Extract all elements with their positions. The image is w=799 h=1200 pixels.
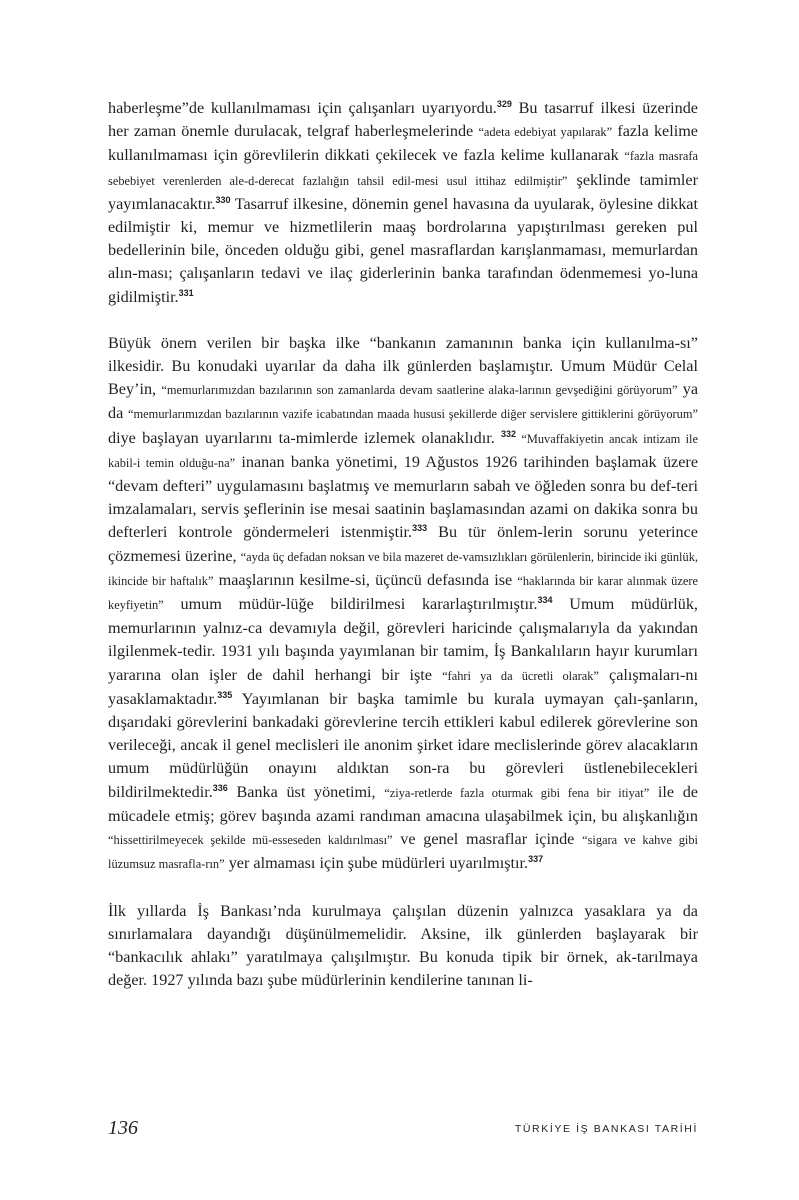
quotation: “memurlarımızdan bazılarının vazife icabatından maada hususi şekillerde diğer servislere gittiklerini görüyorum” <box>128 407 698 422</box>
quotation: “adeta edebiyat yapılarak” <box>478 125 613 140</box>
body-text: inanan banka yönetimi, 19 Ağustos 1926 tarihinden başlamak üzere “devam defteri” uygulamasını başlatmış ve memurların sabah ve öğleden sonra bu def-teri imzalamaları, servis şeflerinin ise mesai saatinin başlamasından azami on dakika sonra bu defterleri kontrole göndermeleri istenmiştir. <box>108 452 698 542</box>
body-text: Tasarruf ilkesine, dönemin genel havasına da uyularak, öylesine dikkat edilmiştir ki, memur ve hizmetlilerin maaş bordrolarına yapıştırılması gereken pul bedellerinin bile, önceden olduğu gibi, genel masraflardan karışlanmaması, memurlardan alın-ması; çalışanların tedavi ve ilaç giderlerinin banka tarafından ödenmemesi yo-luna gidilmiştir. <box>108 194 698 306</box>
quotation: “fahri ya da ücretli olarak” <box>442 668 599 683</box>
body-text: umum müdür-lüğe bildirilmesi kararlaştırılmıştır. <box>163 595 538 614</box>
footnote-ref-333: 333 <box>412 523 428 534</box>
body-text: yer almaması için şube müdürleri uyarılmıştır. <box>224 854 529 873</box>
body-text: Bu tasarruf ilkesi üzerinde her zaman önemle durulacak, telgraf haberleşmelerinde <box>108 99 698 141</box>
body-text: Banka üst yönetimi, <box>227 782 385 801</box>
paragraph-2 <box>108 332 698 877</box>
body-text: Yayımlanan bir başka tamimle bu kurala uymayan çalı-şanların, dışarıdaki görevlerini bankadaki görevlerine tercih ettikleri kabul edilerek görevlerine son verileceği, ancak il genel meclisleri ile anonim şirket idare meclislerinde görev alacakların umum müdürlüğün onayını aldıktan son-ra bu görevleri üstlenebilecekleri bildirilmektedir. <box>108 689 698 801</box>
paragraph-1 <box>108 97 698 309</box>
body-text: ile de mücadele etmiş; görev başında azami randıman amacına ulaşabilmek için, bu alışkanlığın <box>108 782 698 825</box>
page-footer <box>108 1117 698 1147</box>
running-title: TÜRKİYE İŞ BANKASI TARİHİ <box>514 1123 698 1135</box>
body-text: fazla kelime kullanılmaması için görevlilerin dikkati çekilecek ve fazla kelime kullanarak <box>108 122 698 165</box>
quotation: “memurlarımızdan bazılarının son zamanlarda devam saatlerine alaka-larının gevşediğini görüyorum” <box>161 383 678 398</box>
quotation: “haklarında bir karar alınmak üzere keyfiyetin” <box>108 573 698 613</box>
paragraph-3 <box>108 900 698 993</box>
quotation: “ziya-retlerde fazla oturmak gibi fena bir itiyat” <box>384 785 650 800</box>
body-text: Bu tür önlem-lerin sorunu yeterince çözmemesi üzerine, <box>108 523 698 565</box>
body-text: ve genel masraflar içinde <box>392 830 583 849</box>
body-text: çalışmaları-nı yasaklamaktadır. <box>108 665 698 708</box>
footnote-ref-335: 335 <box>217 689 233 700</box>
footnote-ref-330: 330 <box>215 194 231 205</box>
body-text: Büyük önem verilen bir başka ilke “bankanın zamanının banka için kullanılma-sı” ilkesidir. Bu konudaki uyarılar da daha ilk günlerden başlamıştır. Umum Müdür Celal Bey’in, <box>108 333 698 399</box>
body-text: şeklinde tamimler yayımlanacaktır. <box>108 170 698 213</box>
body-text: ya da <box>108 380 699 423</box>
body-text: diye başlayan uyarılarını ta-mimlerde izlemek olanaklıdır. <box>108 428 501 447</box>
quotation: “ayda üç defadan noksan ve bila mazeret de-vamsızlıkları görülenlerin, birincide iki günlük, ikincide bir haftalık” <box>108 549 698 588</box>
footnote-ref-331: 331 <box>178 287 194 298</box>
quotation: “Muvaffakiyetin ancak intizam ile kabil-i temin olduğu-na” <box>108 431 698 470</box>
body-text: maaşlarının kesilme-si, üçüncü defasında ise <box>213 570 518 589</box>
footnote-ref-329: 329 <box>496 99 512 109</box>
body-text: Umum müdürlük, memurlarının yalnız-ca devamıyla değil, görevleri haricinde çalışmalarıyla da yakından ilgilenmek-tedir. 1931 yılı başında yayımlanan bir tamim, İş Bankalıların hayır kurumları yararına olan işler de dahil herhangi bir işte <box>108 595 698 684</box>
footnote-ref-334: 334 <box>537 595 553 606</box>
footnote-ref-337: 337 <box>528 854 544 865</box>
quotation: “fazla masrafa sebebiyet verenlerden ale-d-derecat fazlalığın tahsil edil-mesi usul ittihaz edilmiştir” <box>108 149 698 188</box>
body-text: İlk yıllarda İş Bankası’nda kurulmaya çalışılan düzenin yalnızca yasaklara ya da sınırlamalara dayandığı düşünülmemelidir. Aksine, ilk günlerden başlayarak bir “bankacılık ahlakı” yaratılmaya çalışılmıştır. Bu konuda tipik bir örnek, ak-tarılmaya değer. 1927 yılında bazı şube müdürlerinin kendilerine tanınan li- <box>108 901 698 990</box>
quotation: “sigara ve kahve gibi lüzumsuz masrafla-rın” <box>108 833 698 872</box>
body-text: haberleşme”de kullanılmaması için çalışanları uyarıyordu. <box>108 99 497 117</box>
footnote-ref-336: 336 <box>212 782 228 793</box>
footnote-ref-332: 332 <box>501 428 517 439</box>
page-number: 136 <box>108 1117 138 1139</box>
page-body <box>108 97 698 992</box>
quotation: “hissettirilmeyecek şekilde mü-esseseden kaldırılması” <box>108 833 393 848</box>
